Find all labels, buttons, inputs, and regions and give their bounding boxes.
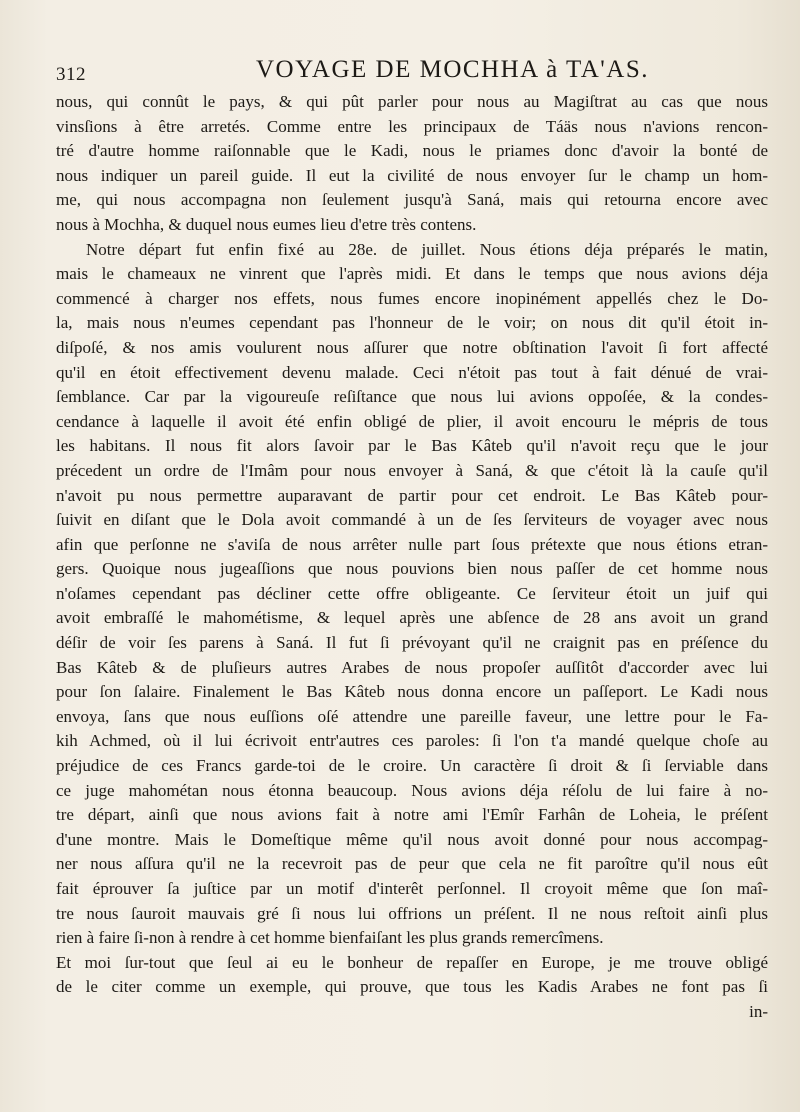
text-line: avoit embraſſé le mahométisme, & lequel après une abſence de 28 ans avoit un grand bbox=[56, 608, 768, 628]
text-line: rien à faire ſi-non à rendre à cet homme bienfaiſant les plus grands remercîmens. bbox=[56, 928, 604, 948]
text-line: les habitans. Il nous fit alors ſavoir par le Bas Kâteb qu'il n'avoit reçu que le jour bbox=[56, 436, 768, 456]
text-line: tre nous ſauroit mauvais gré ſi nous lui offrions un préſent. Il ne nous reſtoit ainſi plus bbox=[56, 903, 768, 923]
text-line: tre départ, ainſi que nous avions fait à notre ami l'Emîr Farhân de Loheia, le préſent bbox=[56, 805, 768, 825]
text-line: d'une montre. Mais le Domeſtique même qu'il nous avoit donné pour nous accompag- bbox=[56, 829, 768, 849]
text-line: vinsſions à être arretés. Comme entre les principaux de Táäs nous n'avions rencon- bbox=[56, 116, 768, 136]
text-line: ce juge mahométan nous étonna beaucoup. Nous avions déja réſolu de lui faire à no- bbox=[56, 780, 768, 800]
text-line: nous à Mochha, & duquel nous eumes lieu d'etre très contens. bbox=[56, 214, 477, 234]
text-line: déſir de voir ſes parens à Saná. Il fut ſi prévoyant qu'il ne craignit pas en préſence du bbox=[56, 633, 768, 653]
text-line: me, qui nous accompagna non ſeulement jusqu'à Saná, mais qui retourna encore avec bbox=[56, 190, 768, 210]
text-line: gers. Quoique nous jugeaſſions que nous pouvions bien nous paſſer de cet homme nous bbox=[56, 559, 768, 579]
text-line: ſemblance. Car par la vigoureuſe reſiſtance que nous lui avions oppoſée, & la condes- bbox=[56, 387, 768, 407]
text-line: cendance à laquelle il avoit été enfin obligé de plier, il avoit encouru le mépris de tous bbox=[56, 411, 768, 431]
text-line: fait éprouver ſa juſtice par un motif d'interêt perſonnel. Il croyoit même que ſon maî- bbox=[56, 879, 768, 898]
text-line: Notre départ fut enfin fixé au 28e. de juillet. Nous étions déja préparés le matin, bbox=[86, 239, 768, 259]
text-line: de le citer comme un exemple, qui prouve, que tous les Kadis Arabes ne font pas ſi bbox=[56, 977, 768, 997]
text-line: la, mais nous n'eumes cependant pas l'honneur de le voir; on nous dit qu'il étoit in- bbox=[56, 313, 768, 333]
page-number: 312 bbox=[56, 64, 86, 85]
text-line: mais le chameaux ne vinrent que l'après midi. Et dans le temps que nous avions déja bbox=[56, 264, 768, 284]
catchword: in- bbox=[749, 1001, 768, 1021]
text-line: commencé à charger nos effets, nous fumes encore inopinément appellés chez le Do- bbox=[56, 288, 768, 308]
text-line: afin que perſonne ne s'aviſa de nous arrêter nulle part ſous prétexte que nous étions etran- bbox=[56, 534, 768, 554]
text-line: envoya, ſans que nous euſſions oſé attendre une pareille faveur, une lettre pour le Fa- bbox=[56, 706, 768, 726]
text-line: ſuivit en diſant que le Dola avoit commandé à un de ſes ſerviteurs de voyager avec nous bbox=[56, 510, 768, 530]
text-line: Bas Kâteb & de pluſieurs autres Arabes de nous propoſer auſſitôt d'accorder avec lui bbox=[56, 657, 768, 677]
text-line: nous, qui connût le pays, & qui pût parler pour nous au Magiſtrat au cas que nous bbox=[56, 92, 768, 111]
page-header bbox=[56, 56, 760, 92]
running-title: VOYAGE DE MOCHHA à TA'AS. bbox=[256, 56, 650, 83]
body-text bbox=[56, 90, 768, 1025]
text-line: pour ſon ſalaire. Finalement le Bas Kâteb nous donna encore un paſſeport. Le Kadi nous bbox=[56, 682, 768, 702]
text-line: kih Achmed, où il lui écrivoit entr'autres ces paroles: ſi l'on t'a mandé quelque choſe au bbox=[56, 731, 768, 751]
text-line: précedent un ordre de l'Imâm pour nous envoyer à Saná, & que c'étoit là la cauſe qu'il bbox=[56, 460, 768, 480]
text-line: Et moi ſur-tout que ſeul ai eu le bonheur de repaſſer en Europe, je me trouve obligé bbox=[56, 952, 768, 972]
text-line: n'avoit pu nous permettre auparavant de partir pour cet endroit. Le Bas Kâteb pour- bbox=[56, 485, 768, 505]
text-line: qu'il en étoit effectivement devenu malade. Ceci n'étoit pas tout à fait dénué de vrai- bbox=[56, 362, 768, 382]
text-line: préjudice de ces Francs garde-toi de le croire. Un caractère ſi droit & ſi ſerviable dans bbox=[56, 756, 768, 776]
text-line: diſpoſé, & nos amis voulurent nous aſſurer que notre obſtination l'avoit ſi fort affecté bbox=[56, 337, 768, 357]
text-line: tré d'autre homme raiſonnable que le Kadi, nous le priames donc d'avoir la bonté de bbox=[56, 141, 768, 161]
text-line: ner nous aſſura qu'il ne la recevroit pas de peur que cela ne fit paroître qu'il nous eût bbox=[56, 854, 768, 874]
text-line: n'oſames cependant pas décliner cette offre obligeante. Ce ſerviteur étoit un juif qui bbox=[56, 583, 768, 603]
text-line: nous indiquer un pareil guide. Il eut la civilité de nous envoyer ſur le champ un hom- bbox=[56, 165, 768, 185]
